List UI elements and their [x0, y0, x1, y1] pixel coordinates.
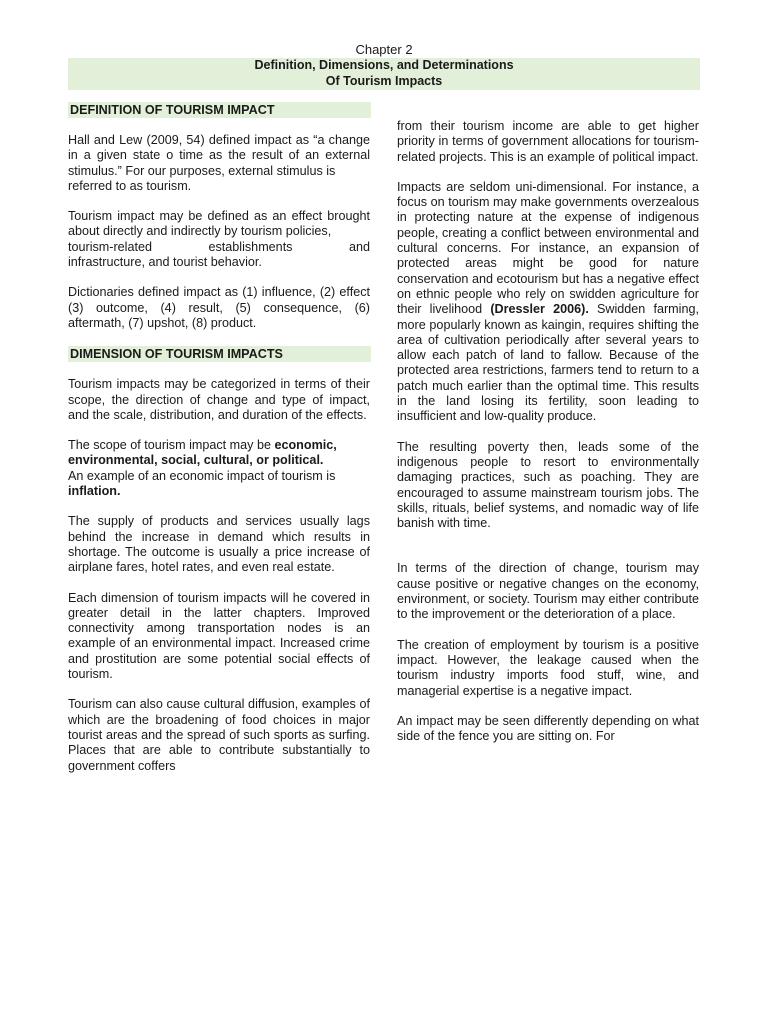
paragraph: In terms of the direction of change, tourism may cause positive or negative changes on the economy, environment, or society. Tourism may either contribute to the improvement or the deterioration of a place. [397, 561, 699, 622]
word: tourism-related [68, 239, 152, 254]
left-column [68, 102, 370, 789]
citation: (Dressler 2006). [490, 302, 589, 317]
paragraph: Tourism impacts may be categorized in terms of their scope, the direction of change and type of impact, and the scale, distribution, and duration of the effects. [68, 377, 370, 422]
paragraph: The supply of products and services usually lags behind the increase in demand which results in shortage. The outcome is usually a price increase of airplane fares, hotel rates, and even real estate. [68, 514, 370, 575]
paragraph: An impact may be seen differently depending on what side of the fence you are sitting on. For [397, 713, 699, 744]
paragraph: The resulting poverty then, leads some of the indigenous people to resort to environmentally damaging practices, such as poaching. They are encouraged to assume mainstream tourism jobs. The skills, rituals, belief systems, and nomadic way of life banish with time. [397, 439, 699, 531]
chapter-title-line-2: Of Tourism Impacts [325, 73, 443, 88]
word: establishments [208, 239, 293, 254]
paragraph-text: Hall and Lew (2009, 54) defined impact as “a change in a given state o time as the result of an external stimulus.” For our purposes, external stimulus is [68, 133, 370, 178]
paragraph-text: Impacts are seldom uni-dimensional. For instance, a focus on tourism may make governments overzealous in protecting nature at the expense of indigenous people, creating a conflict between environmental and cultural concerns. For instance, an expansion of protected areas might be good for nature conservation and ecotourism but has a negative effect on ethnic people who rely on swidden agriculture for their livelihood [397, 179, 699, 317]
paragraph: Each dimension of tourism impacts will he covered in greater detail in the latter chapters. Improved connectivity among transportation nodes is an example of an environmental impact. Increased crime and prostitution are some potential social effects of tourism. [68, 590, 370, 682]
paragraph [397, 180, 699, 425]
section-heading-definition: DEFINITION OF TOURISM IMPACT [68, 102, 371, 118]
paragraph: Dictionaries defined impact as (1) influence, (2) effect (3) outcome, (4) result, (5) consequence, (6) aftermath, (7) upshot, (8) product. [68, 285, 370, 330]
paragraph-text: The scope of tourism impact may be [68, 438, 275, 453]
paragraph [68, 133, 370, 194]
word: and [348, 239, 370, 254]
chapter-title-band [68, 58, 700, 90]
paragraph-spread-line [68, 240, 370, 255]
paragraph: The creation of employment by tourism is a positive impact. However, the leakage caused when the tourism industry imports food stuff, wine, and managerial expertise is a negative impact. [397, 637, 699, 698]
right-column [397, 119, 699, 759]
paragraph-text: infrastructure, and tourist behavior. [68, 255, 262, 270]
paragraph-text: An example of an economic impact of tourism is [68, 468, 336, 483]
paragraph [68, 209, 370, 270]
bold-text: inflation. [68, 484, 121, 499]
chapter-label: Chapter 2 [355, 42, 413, 57]
section-heading-dimension: DIMENSION OF TOURISM IMPACTS [68, 346, 371, 362]
paragraph-text: Tourism impact may be defined as an effect brought about directly and indirectly by tourism policies, [68, 209, 370, 239]
paragraph-text: Swidden farming, more popularly known as kaingin, requires shifting the area of cultivation periodically after several years to allow each patch of land to fallow. Because of the protected area restrictions, farmers tend to return to a patch much earlier than the optimal time. This results in the land losing its fertility, soon leading to insufficient and low-quality produce. [397, 302, 699, 424]
paragraph: Tourism can also cause cultural diffusion, examples of which are the broadening of food choices in major tourist areas and the spread of such sports as surfing. Places that are able to contribute substantially to government coffers [68, 697, 370, 773]
paragraph: from their tourism income are able to get higher priority in terms of government allocations for tourism-related projects. This is an example of political impact. [397, 119, 699, 164]
bold-text: economic, environmental, social, cultural, or political. [68, 438, 337, 468]
chapter-title-line-1: Definition, Dimensions, and Determinations [254, 58, 514, 72]
paragraph [68, 438, 370, 499]
paragraph-text: referred to as tourism. [68, 178, 192, 193]
